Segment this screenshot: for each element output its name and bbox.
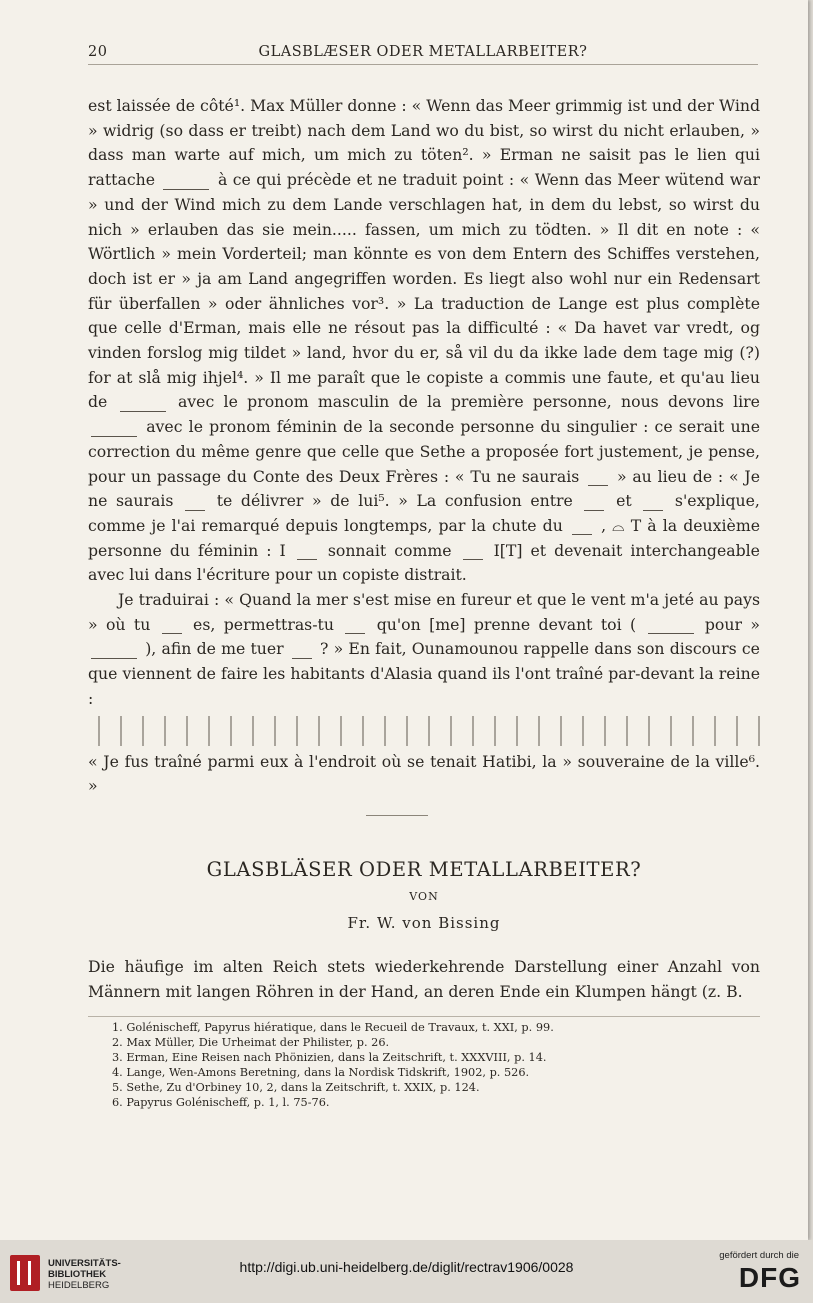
body-text: à ce qui précède et ne traduit point : « Wenn das Meer wütend war » und der Wind mich zu dem Lande verschlagen hat, in dem du lebst, so wirst du nich » erlauben das sie mein..... fassen, um mich zu tödten. » Il dit en note : « Wörtlich » mein Vorderteil; man könnte es von dem Entern des Schiffes verstehen, doch ist er » ja am Land angegriffen worden. Es liegt also wohl nur ein Redensart für überfallen » oder ähnliches vor³. » La traduction de Lange est plus complète que celle d'Erman, mais elle ne résout pas la difficulté : « Da havet var vredt, og vinden forslog mig tildet » land, hvor du er, så vil du da ikke lade dem tage mig (?) for at slå mig ihjel⁴. » Il me paraît que le copiste a commis une faute, et qu'au lieu de	[88, 170, 760, 412]
body-text: , ⌓ T à la deuxième personne du féminin : I	[88, 515, 760, 560]
body-text: s'explique, comme je l'ai remarqué depuis longtemps, par la chute du	[88, 491, 760, 535]
footnote-divider	[88, 1016, 760, 1017]
page-number: 20	[88, 44, 108, 60]
body-text: Je traduirai : « Quand la mer s'est mise en fureur et que le vent m'a jeté au pays » où tu	[88, 590, 760, 634]
hieroglyph-icon	[162, 617, 182, 634]
footnote: 5. Sethe, Zu d'Orbiney 10, 2, dans la Zeitschrift, t. XXIX, p. 124.	[112, 1081, 480, 1094]
hieroglyph-icon	[572, 518, 592, 535]
footnote: 1. Golénischeff, Papyrus hiératique, dans le Recueil de Travaux, t. XXI, p. 99.	[112, 1021, 554, 1034]
body-text: ? » En fait, Ounamounou rappelle dans son discours ce que viennent de faire les habitants d'Alasia quand ils l'ont traîné par-devant la reine :	[88, 639, 760, 708]
body-text: qu'on [me] prenne devant toi (	[376, 614, 637, 634]
hieroglyph-group-icon	[120, 395, 166, 412]
running-title: GLASBLÆSER ODER METALLARBEITER?	[258, 44, 588, 60]
funding-caption: gefördert durch die	[719, 1250, 799, 1261]
hieroglyph-icon	[643, 494, 663, 511]
dfg-logo[interactable]: DFG	[738, 1262, 801, 1293]
footnote: 4. Lange, Wen-Amons Beretning, dans la Nordisk Tidskrift, 1902, p. 526.	[112, 1066, 530, 1079]
footnotes	[112, 1020, 752, 1110]
body-text: pour »	[704, 614, 760, 634]
hieroglyph-icon	[584, 494, 604, 511]
library-name-line: BIBLIOTHEK	[48, 1269, 107, 1280]
body-text: » au lieu de : « Je ne saurais	[88, 466, 760, 511]
article-author: Fr. W. von Bissing	[347, 914, 501, 932]
body-text: « Je fus traîné parmi eux à l'endroit où se tenait Hatibi, la » souveraine de la ville⁶. »	[88, 751, 760, 796]
footnote: 3. Erman, Eine Reisen nach Phönizien, dans la Zeitschrift, t. XXXVIII, p. 14.	[112, 1051, 547, 1064]
article-byline-von: VON	[409, 890, 439, 903]
main-text	[88, 94, 760, 799]
body-text: avec le pronom féminin de la seconde personne du singulier : ce serait une correction du même genre que celle que Sethe a proposée fort justement, je pense, pour un passage du Conte des Deux Frères : « Tu ne saurais	[88, 417, 760, 486]
hieroglyph-icon	[297, 543, 317, 560]
hieroglyphic-inscription-icon	[88, 716, 760, 746]
hieroglyph-group-icon	[163, 173, 209, 190]
body-text: es, permettras-tu	[193, 614, 334, 634]
hieroglyph-icon	[292, 642, 312, 659]
body-text: avec le pronom masculin de la première personne, nous devons lire	[177, 392, 760, 412]
hieroglyph-group-icon	[91, 420, 137, 437]
body-text: et	[616, 491, 632, 511]
body-text: sonnait comme	[327, 540, 452, 560]
footnote: 6. Papyrus Golénischeff, p. 1, l. 75-76.	[112, 1096, 330, 1109]
body-text: I[T] et devenait interchangeable avec lui dans l'écriture pour un copiste distrait.	[88, 540, 760, 585]
hieroglyph-group-icon	[648, 617, 694, 634]
article-title: GLASBLÄSER ODER METALLARBEITER?	[206, 858, 642, 881]
hieroglyph-icon	[345, 617, 365, 634]
hieroglyph-icon	[463, 543, 483, 560]
hieroglyph-icon	[588, 469, 608, 486]
body-text: est laissée de côté¹. Max Müller donne : « Wenn das Meer grimmig ist und der Wind » widrig (so dass er treibt) nach dem Land wo du bist, so wirst du nicht erlauben, » dass man warte auf mich, um mich zu töten². » Erman ne saisit pas le lien qui rattache	[88, 96, 760, 190]
library-name-line: UNIVERSITÄTS-	[48, 1258, 121, 1269]
running-header	[88, 40, 758, 65]
library-name-line: HEIDELBERG	[48, 1280, 110, 1291]
hieroglyph-group-icon	[91, 642, 137, 659]
hieroglyph-icon	[185, 494, 205, 511]
body-text: ), afin de me tuer	[145, 639, 284, 659]
body-text: te délivrer » de lui⁵. » La confusion entre	[216, 491, 573, 511]
footnote: 2. Max Müller, Die Urheimat der Philister, p. 26.	[112, 1036, 390, 1049]
section-divider	[366, 815, 428, 816]
article-intro: Die häufige im alten Reich stets wiederkehrende Darstellung einer Anzahl von Männern mit langen Röhren in der Hand, an deren Ende ein Klumpen hängt (z. B.	[88, 957, 760, 1001]
permalink-url[interactable]: http://digi.ub.uni-heidelberg.de/diglit/rectrav1906/0028	[239, 1259, 574, 1275]
